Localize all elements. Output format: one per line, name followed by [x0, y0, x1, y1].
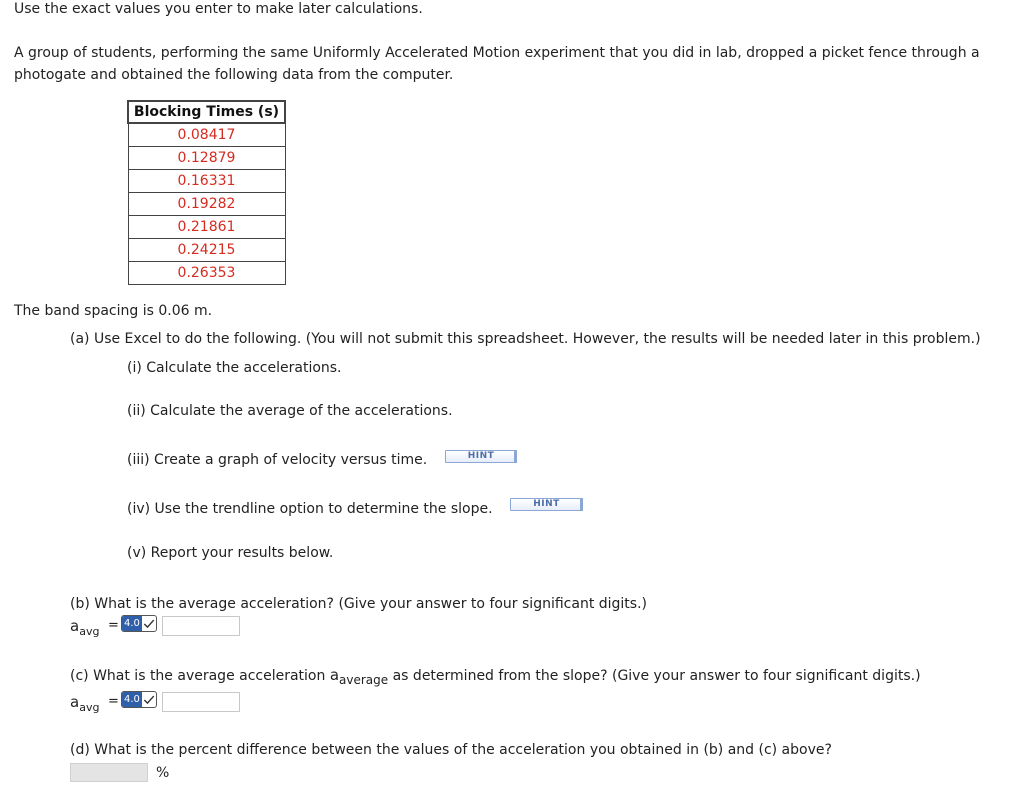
table-cell: 0.21861	[128, 216, 285, 239]
equals-sign-b: =	[108, 618, 119, 633]
part-a-step-v: (v) Report your results below.	[127, 545, 334, 561]
equals-sign-c: =	[108, 694, 119, 709]
attempts-count: 4.0	[124, 618, 140, 629]
table-cell: 0.08417	[128, 123, 285, 147]
attempts-badge-b	[121, 615, 157, 632]
part-b-question: (b) What is the average acceleration? (Give your answer to four significant digits.)	[70, 596, 648, 612]
instruction-text: Use the exact values you enter to make later calculations.	[14, 1, 423, 17]
table-cell: 0.24215	[128, 239, 285, 262]
problem-paragraph-line-2: photogate and obtained the following data from the computer.	[14, 67, 454, 83]
part-a-step-iv: (iv) Use the trendline option to determine the slope.	[127, 501, 493, 517]
checkmark-icon	[142, 693, 156, 707]
a-avg-label-c: $a_{avg}$	[70, 693, 100, 714]
percent-unit: %	[156, 765, 170, 781]
blocking-times-table	[127, 100, 286, 285]
table-header: Blocking Times (s)	[128, 101, 285, 123]
percent-difference-input[interactable]	[70, 763, 148, 782]
table-cell: 0.26353	[128, 262, 285, 285]
a-avg-label-b: $a_{avg}$	[70, 617, 100, 638]
slope-acceleration-input[interactable]	[162, 692, 240, 712]
table-cell: 0.19282	[128, 193, 285, 216]
hint-button-graph[interactable]: HINT	[445, 450, 517, 463]
part-a-step-iii: (iii) Create a graph of velocity versus time.	[127, 452, 428, 468]
band-spacing-text: The band spacing is 0.06 m.	[14, 303, 213, 319]
part-c-question: (c) What is the average acceleration $a_{average}$ as determined from the slope? (Give your answer to four significant digits.)	[70, 666, 921, 687]
part-a-intro: (a) Use Excel to do the following. (You will not submit this spreadsheet. However, the results will be needed later in this problem.)	[70, 331, 981, 347]
checkmark-icon	[142, 617, 156, 631]
part-a-step-i: (i) Calculate the accelerations.	[127, 360, 342, 376]
part-a-step-ii: (ii) Calculate the average of the accelerations.	[127, 403, 453, 419]
average-acceleration-input[interactable]	[162, 616, 240, 636]
problem-paragraph-line-1: A group of students, performing the same Uniformly Accelerated Motion experiment that you did in lab, dropped a picket fence through a	[14, 45, 980, 61]
table-cell: 0.12879	[128, 147, 285, 170]
part-d-question: (d) What is the percent difference between the values of the acceleration you obtained in (b) and (c) above?	[70, 742, 832, 758]
hint-button-trendline[interactable]: HINT	[510, 498, 583, 511]
attempts-count: 4.0	[124, 694, 140, 705]
table-cell: 0.16331	[128, 170, 285, 193]
attempts-badge-c	[121, 691, 157, 708]
